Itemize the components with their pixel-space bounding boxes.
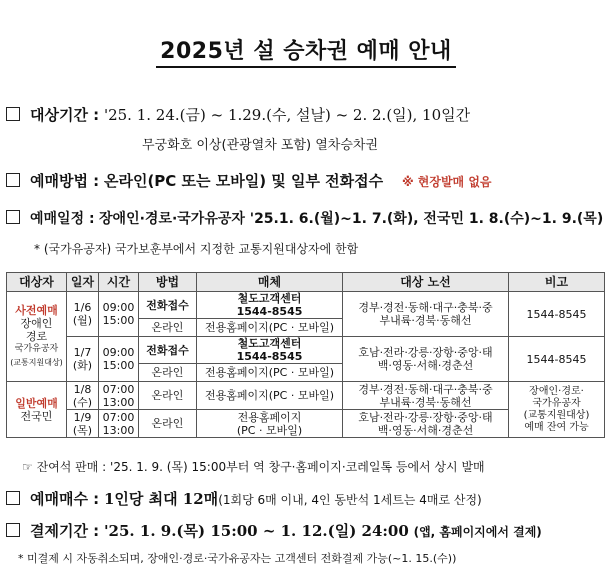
- time-cell: 07:00 13:00: [99, 382, 139, 410]
- route-cell: 경부·경전·동해·대구·충북·중 부내륙·경북·동해선: [343, 292, 509, 337]
- remark-cell: 1544-8545: [509, 337, 605, 382]
- quantity-value: 1인당 최대 12매: [103, 490, 219, 508]
- schedule-table: [6, 272, 605, 438]
- media-cell: 철도고객센터 1544-8545: [197, 337, 343, 364]
- checkbox-icon: [6, 173, 20, 187]
- schedule-value: 장애인·경로·국가유공자 '25.1. 6.(월)~1. 7.(화), 전국민 1. 8.(수)~1. 9.(목): [99, 211, 604, 227]
- schedule-label: 예매일정 :: [30, 211, 95, 227]
- route-cell: 호남·전라·강릉·장항·중앙·태 백·영동·서해·경춘선: [343, 410, 509, 438]
- table-row: [7, 337, 605, 364]
- remark-cell-general: 장애인·경로· 국가유공자 (교통지원대상) 예매 잔여 가능: [509, 382, 605, 438]
- table-header-row: [7, 273, 605, 292]
- remark-cell: 1544-8545: [509, 292, 605, 337]
- quantity-row: [6, 488, 482, 509]
- checkbox-icon: [6, 107, 20, 121]
- header-time: 시간: [99, 273, 139, 292]
- quantity-label: 예매매수 :: [30, 490, 100, 508]
- date-cell: 1/6 (월): [67, 292, 99, 337]
- checkbox-icon: [6, 523, 20, 537]
- schedule-row: [6, 208, 603, 228]
- media-cell: 철도고객센터 1544-8545: [197, 292, 343, 319]
- target-cell-general: 일반예매 전국민: [7, 382, 67, 438]
- period-value: '25. 1. 24.(금) ~ 1.29.(수, 설날) ~ 2. 2.(일), 10일간: [103, 106, 471, 124]
- payment-footnote: * 미결제 시 자동취소되며, 장애인·경로·국가유공자는 고객센터 전화결제 가능(~1. 15.(수)): [18, 552, 457, 565]
- method-cell: 전화접수: [139, 292, 197, 319]
- date-cell: 1/7 (화): [67, 337, 99, 382]
- target-cell-advance: 사전예매 장애인 경로 국가유공자 (교통지원대상): [7, 292, 67, 382]
- payment-row: [6, 520, 542, 541]
- header-target: 대상자: [7, 273, 67, 292]
- checkbox-icon: [6, 210, 20, 224]
- header-method: 방법: [139, 273, 197, 292]
- checkbox-icon: [6, 491, 20, 505]
- media-cell: 전용홈페이지(PC · 모바일): [197, 364, 343, 382]
- payment-label: 결제기간 :: [30, 522, 100, 540]
- schedule-footnote: * (국가유공자) 국가보훈부에서 지정한 교통지원대상자에 한함: [34, 242, 359, 256]
- date-cell: 1/8 (수): [67, 382, 99, 410]
- method-label: 예매방법 :: [30, 172, 100, 190]
- page-title: 2025년 설 승차권 예매 안내: [0, 34, 612, 65]
- media-cell: 전용홈페이지 (PC · 모바일): [197, 410, 343, 438]
- remain-seat-note: ☞ 잔여석 판매 : '25. 1. 9. (목) 15:00부터 역 창구·홈페이지·코레일톡 등에서 상시 발매: [22, 460, 485, 474]
- header-remark: 비고: [509, 273, 605, 292]
- header-media: 매체: [197, 273, 343, 292]
- payment-value: '25. 1. 9.(목) 15:00 ~ 1. 12.(일) 24:00: [103, 522, 409, 540]
- table-row: [7, 382, 605, 410]
- time-cell: 09:00 15:00: [99, 292, 139, 337]
- method-cell: 온라인: [139, 364, 197, 382]
- table-row: [7, 292, 605, 319]
- method-cell: 온라인: [139, 410, 197, 438]
- method-cell: 온라인: [139, 382, 197, 410]
- period-row: [6, 104, 470, 125]
- route-cell: 호남·전라·강릉·장항·중앙·태 백·영동·서해·경춘선: [343, 337, 509, 382]
- route-cell: 경부·경전·동해·대구·충북·중 부내륙·경북·동해선: [343, 382, 509, 410]
- method-cell: 전화접수: [139, 337, 197, 364]
- date-cell: 1/9 (목): [67, 410, 99, 438]
- method-row: [6, 170, 492, 191]
- period-label: 대상기간 :: [30, 106, 100, 124]
- header-route: 대상 노선: [343, 273, 509, 292]
- payment-detail: (앱, 홈페이지에서 결제): [413, 525, 542, 539]
- time-cell: 07:00 13:00: [99, 410, 139, 438]
- media-cell: 전용홈페이지(PC · 모바일): [197, 382, 343, 410]
- method-cell: 온라인: [139, 319, 197, 337]
- header-date: 일자: [67, 273, 99, 292]
- quantity-detail: (1회당 6매 이내, 4인 동반석 1세트는 4매로 산정): [218, 493, 482, 507]
- media-cell: 전용홈페이지(PC · 모바일): [197, 319, 343, 337]
- method-value: 온라인(PC 또는 모바일) 및 일부 전화접수: [103, 172, 384, 190]
- method-note: ※ 현장발매 없음: [401, 175, 492, 189]
- time-cell: 09:00 15:00: [99, 337, 139, 382]
- period-subline: 무궁화호 이상(관광열차 포함) 열차승차권: [142, 138, 379, 153]
